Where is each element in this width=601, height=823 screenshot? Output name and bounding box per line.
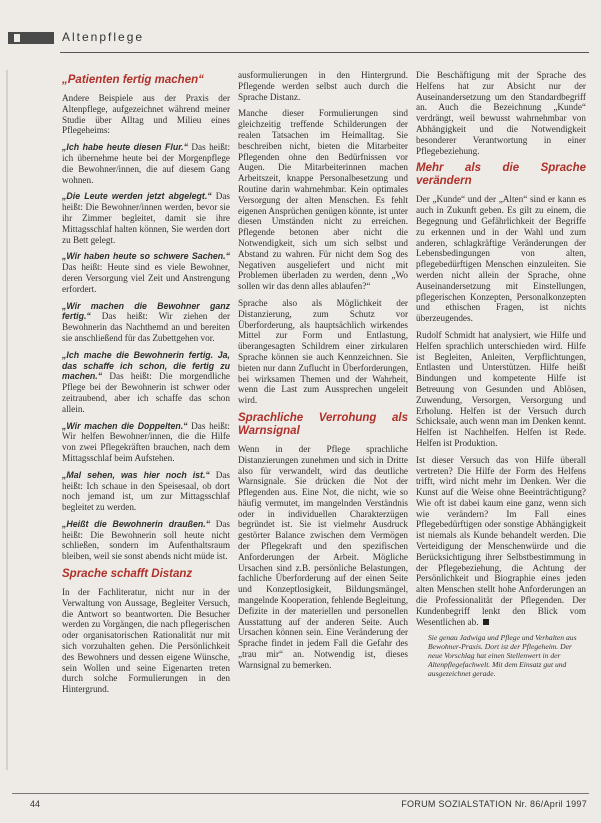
column-1 bbox=[62, 70, 230, 701]
intro-paragraph: Andere Beispiele aus der Praxis der Altenpflege, aufgezeichnet während meiner Studie über Alltag und Milieu eines Pflegeheims: bbox=[62, 93, 230, 136]
quote-block bbox=[62, 191, 230, 245]
body-paragraph: Sprache also als Möglichkeit der Distanzierung, zum Schutz vor Überforderung, als hauptsächlich wirkendes Mittel zur Form und Entlastung, überangesagten Schildrem einer zirkularen Sprache können sie auch Kennzeichnen. Sie bieten nur dann Zuflucht in Überforderungen, bei wirksamen Themen und der Wahrheit, wenn die Last zum Aussprechen ungeleit wird. bbox=[238, 297, 408, 406]
author-footnote: Sie genau Jadwiga und Pflege und Verhalten aus Bewohner-Praxis. Dort ist der Pflegeheim. Der neue Vorschlag hat einen Stellenwert in der Altenpflegefachwelt. Mit dem Einsatz gut und ausgezeichnet gerade. bbox=[428, 633, 577, 679]
quote-text: „Die Leute werden jetzt abgelegt.“ bbox=[62, 191, 212, 202]
quote-explanation: Das heißt: ich übernehme heute bei der Morgenpflege die Bewohner/innen, die auf diesem Gang wohnen. bbox=[62, 142, 230, 185]
section-title: Altenpflege bbox=[62, 30, 145, 44]
quote-explanation: Das heißt: Wir ziehen der Bewohnerin das Nachthemd an und bereiten sie anschließend für das Zubettgehen vor. bbox=[62, 311, 231, 343]
quote-block bbox=[62, 421, 230, 464]
body-paragraph bbox=[416, 455, 586, 628]
heading-patienten-fertig-machen: „Patienten fertig machen“ bbox=[62, 74, 204, 86]
body-paragraph: Wenn in der Pflege sprachliche Distanzierungen zunehmen und sich in Dritte also für verwandelt, wird das deutliche Warnsignale. Sie drücken die Not der Pflegenden aus. Eine Not, die nicht, wie so häufig vermutet, im mangelnden Verständnis oder in individuellen Charakterzügen begründet ist. Sie ist vielmehr Ausdruck gestörter Balance zwischen dem Vermögen der Pflegekraft und den spezifischen Anforderungen der Arbeit. Mögliche Ursachen sind z.B. persönliche Belastungen, fachliche Überforderung auf der einen Seite und Konzeptlosigkeit, Bildungsmängel, mangelnde Kooperation, fehlende Begleitung, Defizite in der materiellen und personellen Ausstattung auf der anderen Seite. Auch Ursachen können sein. Eine Veränderung der Sprache findet in jedem Fall die Gefahr des „trau mir“ an. Notwendig ist, dieses Warnsignal zu bemerken. bbox=[238, 443, 408, 670]
quote-explanation: Das heißt: Heute sind es viele Bewohner, deren Versorgung viel Zeit und Anstrengung erfordert. bbox=[62, 262, 230, 294]
quote-block bbox=[62, 519, 230, 562]
quote-explanation: Das heißt: Ich schaue in den Speisesaal, ob dort noch jemand ist, um zur Mittagsschlaf begleitet zu werden. bbox=[62, 469, 230, 513]
journal-citation: FORUM SOZIALSTATION Nr. 86/April 1997 bbox=[401, 799, 587, 809]
quote-text: „Wir machen die Bewohner ganz fertig.“ bbox=[62, 300, 230, 322]
column-2 bbox=[238, 70, 408, 677]
body-paragraph: Die Beschäftigung mit der Sprache des Helfens hat zur Absicht nur der Auseinandersetzung um den Standardbegriff an. Auch die Bezeichnung „Kunde“ verdrängt, weil bewusst wahrnehmbar von Abhängigkeit und die Notwendigkeit besonderer Verantwortung in einer Pflegebeziehung. bbox=[416, 70, 586, 156]
quote-explanation: Das heißt: Die Bewohnerin soll heute nicht schließen, sondern im Aufenthaltsraum bleiben, weil sie sonst abends nicht müde ist. bbox=[62, 518, 231, 562]
section-marker bbox=[8, 32, 54, 44]
body-paragraph: ausformulierungen in den Hintergrund. Pflegende werden selbst auch durch die Sprache Distanz. bbox=[238, 70, 408, 102]
quote-block bbox=[62, 350, 230, 415]
quote-text: „Mal sehen, was hier noch ist.“ bbox=[62, 469, 210, 480]
page-gutter bbox=[6, 70, 8, 770]
body-paragraph: Rudolf Schmidt hat analysiert, wie Hilfe und Helfen sprachlich unterschieden wird. Hilfe ist Begleiten, Anleiten, Verpflichtungen, Entlasten und Unterstützen. Hilfe heißt Bindungen und kompetente Hilfe ist Betreuung von Gesunden und Ablösen, Zuwendung, Versorgen, Versorgung und Erholung. Helfen ist der Versuch durch Schicksale, auch wenn man im Denken kennt. Helfen ist Nachhelfen. Helfen ist Rede. Helfen ist Produktion. bbox=[416, 329, 586, 448]
heading-mehr-als-die-sprache: Mehr als die Sprache verändern bbox=[416, 162, 586, 188]
quote-text: „Wir haben heute so schwere Sachen.“ bbox=[62, 251, 230, 262]
quote-block bbox=[62, 251, 230, 294]
header-rule bbox=[60, 52, 589, 53]
quote-block bbox=[62, 301, 230, 344]
heading-sprachliche-verrohung: Sprachliche Verrohung als Warnsignal bbox=[238, 411, 408, 437]
quote-block bbox=[62, 470, 230, 513]
quote-explanation: Das heißt: Die morgendliche Pflege bei der Bewohnerin ist schwer oder zeitraubend, aber ich schaffe das schon allein. bbox=[62, 371, 231, 414]
body-paragraph: Der „Kunde“ und der „Alten“ sind er kann es auch in Zukunft geben. Es gilt zu einem, die Begegnung und Gefährlichkeit der Begriffe zu erkennen und in der Wahl und zum anderen, schlagkräftige Veränderungen der Lebensbedingungen von alten, pflegebedürftigen Menschen einzuleiten. Sie werden nicht allein der Sprache, ohne Auseinandersetzung mit Einstellungen, pflegerischen Konzepten, Personalkonzepten und ethischen Fragen, ist nichts überzeugendes. bbox=[416, 194, 586, 324]
body-paragraph: Manche dieser Formulierungen sind gleichzeitig treffende Schilderungen der realen Tatsachen im Heimalltag. Sie beschreiben nicht, bieten die Mitarbeiter Pflegenden ohne den Bedürfnissen vor Augen. Die Mitarbeiterinnen machen Arbeitszeit, knappe Personalbesetzung und Routine darin wahrnehmbar. Kein optimales Versorgung der alten Menschen. Es fehlt eigenen Ansprüchen genügen könnte, ist unter diesen Umständen nicht zu erreichen. Pflegende betonen aber nicht die Notwendigkeit, sich um sich selbst und Abstand zu wahren. Für nicht dem Sog des Negativen ausgeliefert und nicht mit Problemen überladen zu werden, denn „Wo sollen wir das denn alles ablaufen?“ bbox=[238, 108, 408, 292]
quote-explanation: Das heißt: Wir helfen Bewohner/innen, die die Hilfe von zwei Pflegekräften brauchen, nach dem Mittagsschlaf beim Aufstehen. bbox=[62, 420, 230, 463]
quote-text: „Ich mache die Bewohnerin fertig. Ja, das schaffe ich schon, die fertig zu machen.“ bbox=[62, 349, 230, 382]
column-3 bbox=[416, 70, 586, 678]
footer-rule bbox=[12, 793, 589, 794]
heading-sprache-schafft-distanz: Sprache schafft Distanz bbox=[62, 568, 193, 581]
closing-paragraph-text: Ist dieser Versuch das von Hilfe überall vertreten? Die Hilfe der Form des Helfens trifft, wird nicht mehr im Denken. Wer die Kunst auf die Weise ohne Beeinträchtigung? Wie oft ist dabei kaum eine ganz, wenn sich wie verändern? Im Fall eines Pflegebedürftigen oder sonstige Abhängigkeit ist niemals als Kunde behandelt werden. Die Verteidigung der Menschenwürde und die Berücksichtigung ihrer Selbstbestimmung in der Pflegebeziehung, die Achtung der Persönlichkeit und Biographie eines jeden alten Menschen stellt hohe Anforderungen an die Professionalität der Pflegenden. Der Kundenbegriff lenkt den Blick vom Wesentlichen ab. bbox=[416, 454, 586, 627]
quote-text: „Wir machen die Doppelten.“ bbox=[62, 420, 188, 431]
page-number: 44 bbox=[30, 799, 41, 809]
quote-text: „Ich habe heute diesen Flur.“ bbox=[62, 142, 189, 153]
quote-text: „Heißt die Bewohnerin draußen.“ bbox=[62, 518, 211, 529]
quote-block bbox=[62, 142, 230, 185]
page-header bbox=[0, 30, 601, 48]
end-of-article-mark bbox=[483, 619, 489, 625]
body-paragraph: In der Fachliteratur, nicht nur in der Verwaltung von Aussage, Begleiter Versuch, die Antwort so beantworten. Die Besucher werden zu Vorgängen, die nach pflegerischen oder organisatorischen Rationalität nur mit sich vorzuhalten gehen. Die Persönlichkeit des Bewohners und dessen eigene Wünsche, sein Wollen und seine Eigenarten treten durch solche Formulierungen in den Hintergrund. bbox=[62, 587, 230, 695]
quote-explanation: Das heißt: Die Bewohner/innen werden, bevor sie ihr Zimmer begleitet, damit sie ihre Mittagsschlaf halten können, Sie werden dort zu Bett gelegt. bbox=[62, 191, 230, 245]
